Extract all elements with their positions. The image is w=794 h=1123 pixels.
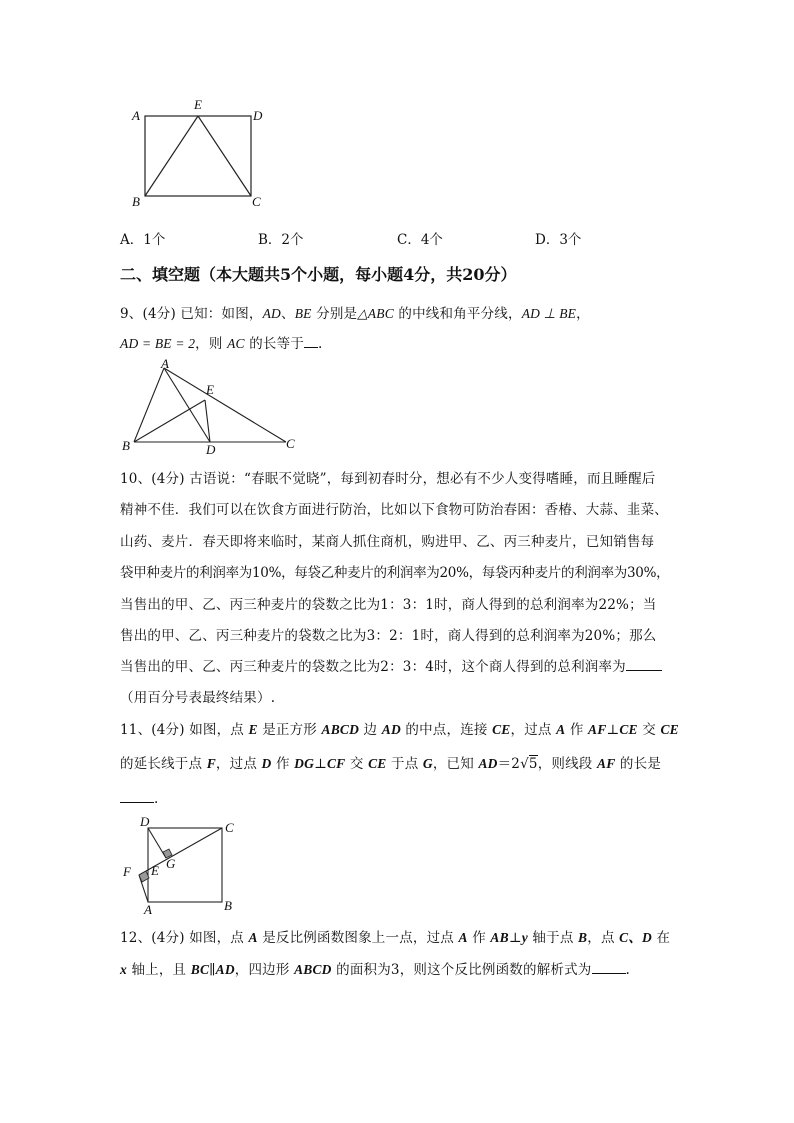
answer-blank[interactable] [304, 335, 318, 348]
square-abcd [148, 828, 222, 902]
option-b: B．2个 [258, 232, 304, 248]
label-c: C [225, 820, 234, 835]
sqrt-symbol: √ [520, 756, 529, 772]
label-c: C [286, 436, 295, 451]
q9-line1: 9、(4分) 已知：如图，AD、BE 分别是△ABC 的中线和角平分线，AD ⊥ BE， [120, 306, 590, 322]
label-d: D [206, 442, 216, 454]
q12-line2: x 轴上，且 BC∥AD，四边形 ABCD 的面积为3，则这个反比例函数的解析式为 . [120, 962, 631, 978]
q10-line7: 当售出的甲、乙、丙三种麦片的袋数之比为2：3：4时，这个商人得到的总利润率为 [120, 655, 662, 675]
option-a: A．1个 [120, 232, 166, 248]
section-heading: 二、填空题（本大题共5个小题，每小题4分，共20分） [120, 265, 517, 284]
q10-line3: 山药、麦片．春天即将来临时，某商人抓住商机，购进甲、乙、丙三种麦片，已知销售每 [120, 534, 655, 550]
label-f: F [123, 864, 131, 879]
label-b: B [132, 194, 140, 209]
label-a: A [144, 902, 152, 917]
label-e: E [206, 382, 214, 397]
answer-blank[interactable] [626, 658, 662, 671]
option-d: D．3个 [535, 232, 582, 248]
triangle-figure [118, 358, 308, 454]
median-ad [164, 368, 210, 442]
q10-line2: 精神不佳．我们可以在饮食方面进行防治，比如以下食物可防治春困：香椿、大蒜、韭菜、 [120, 502, 668, 518]
segment-dg [148, 828, 166, 858]
segment-ec [198, 116, 251, 196]
q9-line2: AD = BE = 2，则 AC 的长等于 . [120, 336, 323, 352]
q10-line8: （用百分号表最终结果）. [120, 690, 276, 706]
label-e: E [194, 97, 202, 112]
label-g: G [166, 856, 176, 871]
square-figure [118, 812, 248, 918]
bisector-be [134, 400, 205, 442]
label-d: D [253, 108, 263, 123]
answer-blank[interactable] [592, 961, 626, 974]
q11-line1: 11、(4分) 如图，点 E 是正方形 ABCD 边 AD 的中点，连接 CE，过点 A 作 AF⊥CE 交 CE [120, 722, 679, 738]
label-b: B [224, 898, 232, 913]
option-c: C．4个 [397, 232, 443, 248]
q12-line1: 12、(4分) 如图，点 A 是反比例函数图象上一点，过点 A 作 AB⊥y 轴于点 B，点 C、D 在 [120, 930, 671, 946]
label-a: A [161, 358, 169, 371]
q10-line5: 当售出的甲、乙、丙三种麦片的袋数之比为1：3：1时，商人得到的总利润率为22%；当 [120, 597, 657, 613]
label-c: C [252, 194, 261, 209]
q10-line1: 10、(4分) 古语说：“春眠不觉晓”，每到初春时分，想必有不少人变得嗜睡，而且睡醒后 [120, 471, 656, 487]
q11-line3: . [120, 790, 159, 807]
side-ab [134, 368, 164, 442]
side-ac [164, 368, 286, 442]
q10-line4: 袋甲种麦片的利润率为10%，每袋乙种麦片的利润率为20%，每袋丙种麦片的利润率为30%， [120, 565, 670, 581]
label-a: A [132, 108, 140, 123]
label-d: D [140, 814, 150, 829]
segment-be [145, 116, 198, 196]
label-b: B [122, 438, 130, 453]
rectangle-figure [128, 96, 268, 214]
answer-blank[interactable] [120, 790, 154, 803]
q11-line2: 的延长线于点 F，过点 D 作 DG⊥CF 交 CE 于点 G，已知 AD＝2√5，则线段 AF 的长是 [120, 756, 662, 772]
rectangle-abcd [145, 116, 251, 196]
q10-line6: 售出的甲、乙、丙三种麦片的袋数之比为3：2：1时，商人得到的总利润率为20%；那么 [120, 628, 657, 644]
label-e: E [151, 863, 159, 878]
